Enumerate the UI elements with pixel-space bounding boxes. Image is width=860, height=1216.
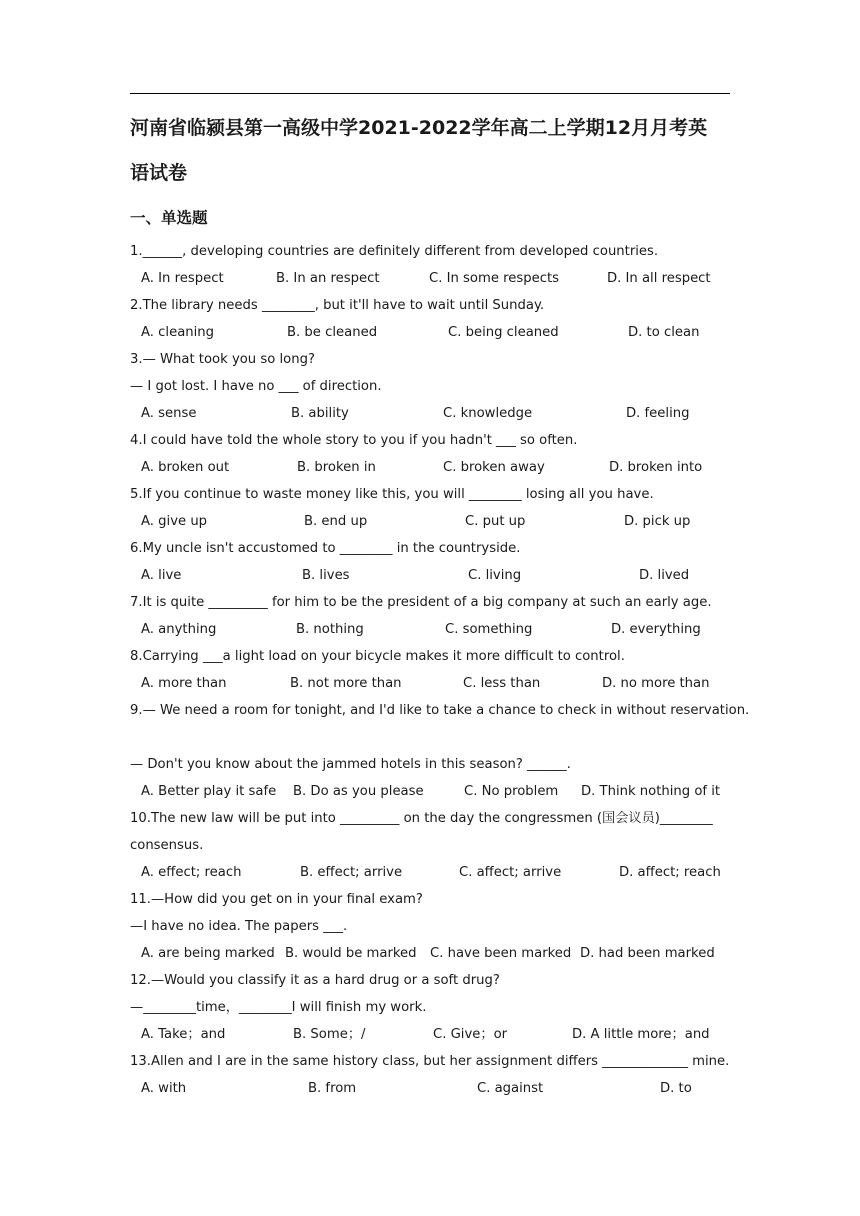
question-13-option-c: C. against: [477, 1081, 544, 1096]
question-3-option-a: A. sense: [141, 406, 197, 421]
question-4-option-d: D. broken into: [609, 460, 703, 475]
question-7-option-b: B. nothing: [296, 622, 364, 637]
question-9-option-d: D. Think nothing of it: [581, 784, 721, 799]
question-3-option-b: B. ability: [291, 406, 349, 421]
question-6-option-c: C. living: [468, 568, 522, 583]
question-5-option-c: C. put up: [465, 514, 526, 529]
question-4-option-c: C. broken away: [443, 460, 545, 475]
question-1-option-d: D. In all respect: [607, 271, 711, 286]
question-6-stem: 6.My uncle isn't accustomed to ________ in the countryside.: [130, 541, 521, 556]
question-10-option-b: B. effect; arrive: [300, 865, 403, 880]
question-2-option-d: D. to clean: [628, 325, 700, 340]
question-12-option-b: B. Some；/: [293, 1027, 366, 1042]
question-11-stem-line2: —I have no idea. The papers ___.: [130, 919, 348, 934]
question-13-option-a: A. with: [141, 1081, 187, 1096]
question-5-option-b: B. end up: [304, 514, 368, 529]
question-2-stem: 2.The library needs ________, but it'll have to wait until Sunday.: [130, 298, 545, 313]
question-7-option-d: D. everything: [611, 622, 701, 637]
doc-title-line1: 河南省临颍县第一高级中学2021-2022学年高二上学期12月月考英: [130, 117, 708, 139]
question-3-option-c: C. knowledge: [443, 406, 533, 421]
question-6-option-a: A. live: [141, 568, 182, 583]
question-11-option-a: A. are being marked: [141, 946, 275, 961]
question-4-option-b: B. broken in: [297, 460, 376, 475]
question-11-option-c: C. have been marked: [430, 946, 572, 961]
question-4-stem: 4.I could have told the whole story to you if you hadn't ___ so often.: [130, 433, 578, 448]
question-1-stem: 1.______, developing countries are definitely different from developed countries.: [130, 244, 659, 259]
question-5-option-d: D. pick up: [624, 514, 691, 529]
question-8-option-b: B. not more than: [290, 676, 402, 691]
question-9-stem: 9.— We need a room for tonight, and I'd like to take a chance to check in without reservation.: [130, 703, 750, 718]
question-8-stem: 8.Carrying ___a light load on your bicycle makes it more difficult to control.: [130, 649, 625, 664]
header-rule: [130, 93, 730, 94]
question-3-stem-line2: — I got lost. I have no ___ of direction.: [130, 379, 382, 394]
question-11-stem: 11.—How did you get on in your final exam?: [130, 892, 423, 907]
doc-title-line2: 语试卷: [130, 162, 188, 184]
question-3-stem: 3.— What took you so long?: [130, 352, 315, 367]
question-7-stem: 7.It is quite _________ for him to be the president of a big company at such an early age.: [130, 595, 712, 610]
question-12-stem: 12.—Would you classify it as a hard drug or a soft drug?: [130, 973, 500, 988]
question-8-option-d: D. no more than: [602, 676, 710, 691]
question-10-stem: 10.The new law will be put into _________ on the day the congressmen (国会议员)________: [130, 811, 713, 826]
question-12-option-a: A. Take；and: [141, 1027, 226, 1042]
question-11-option-d: D. had been marked: [580, 946, 715, 961]
question-8-option-a: A. more than: [141, 676, 227, 691]
question-6-option-b: B. lives: [302, 568, 350, 583]
question-1-option-a: A. In respect: [141, 271, 224, 286]
question-10-option-c: C. affect; arrive: [459, 865, 562, 880]
question-7-option-a: A. anything: [141, 622, 217, 637]
question-13-option-d: D. to: [660, 1081, 692, 1096]
question-2-option-a: A. cleaning: [141, 325, 215, 340]
question-5-option-a: A. give up: [141, 514, 208, 529]
question-13-stem: 13.Allen and I are in the same history class, but her assignment differs _____________ mine.: [130, 1054, 730, 1069]
question-12-option-d: D. A little more；and: [572, 1027, 710, 1042]
question-12-stem-line2: —________time，________I will finish my work.: [130, 1000, 427, 1015]
question-1-option-c: C. In some respects: [429, 271, 560, 286]
question-2-option-b: B. be cleaned: [287, 325, 378, 340]
question-9-option-b: B. Do as you please: [293, 784, 424, 799]
question-9-option-c: C. No problem: [464, 784, 559, 799]
question-10-stem-line2: consensus.: [130, 838, 204, 853]
question-9-stem-line2: — Don't you know about the jammed hotels in this season? ______.: [130, 757, 571, 772]
question-10-option-a: A. effect; reach: [141, 865, 242, 880]
question-10-option-d: D. affect; reach: [619, 865, 721, 880]
question-1-option-b: B. In an respect: [276, 271, 380, 286]
question-6-option-d: D. lived: [639, 568, 690, 583]
question-13-option-b: B. from: [308, 1081, 357, 1096]
question-8-option-c: C. less than: [463, 676, 541, 691]
question-12-option-c: C. Give；or: [433, 1027, 508, 1042]
question-7-option-c: C. something: [445, 622, 533, 637]
question-9-option-a: A. Better play it safe: [141, 784, 277, 799]
question-5-stem: 5.If you continue to waste money like this, you will ________ losing all you have.: [130, 487, 654, 502]
question-3-option-d: D. feeling: [626, 406, 690, 421]
question-4-option-a: A. broken out: [141, 460, 230, 475]
question-2-option-c: C. being cleaned: [448, 325, 559, 340]
section-heading: 一、单选题: [130, 209, 208, 227]
question-11-option-b: B. would be marked: [285, 946, 417, 961]
